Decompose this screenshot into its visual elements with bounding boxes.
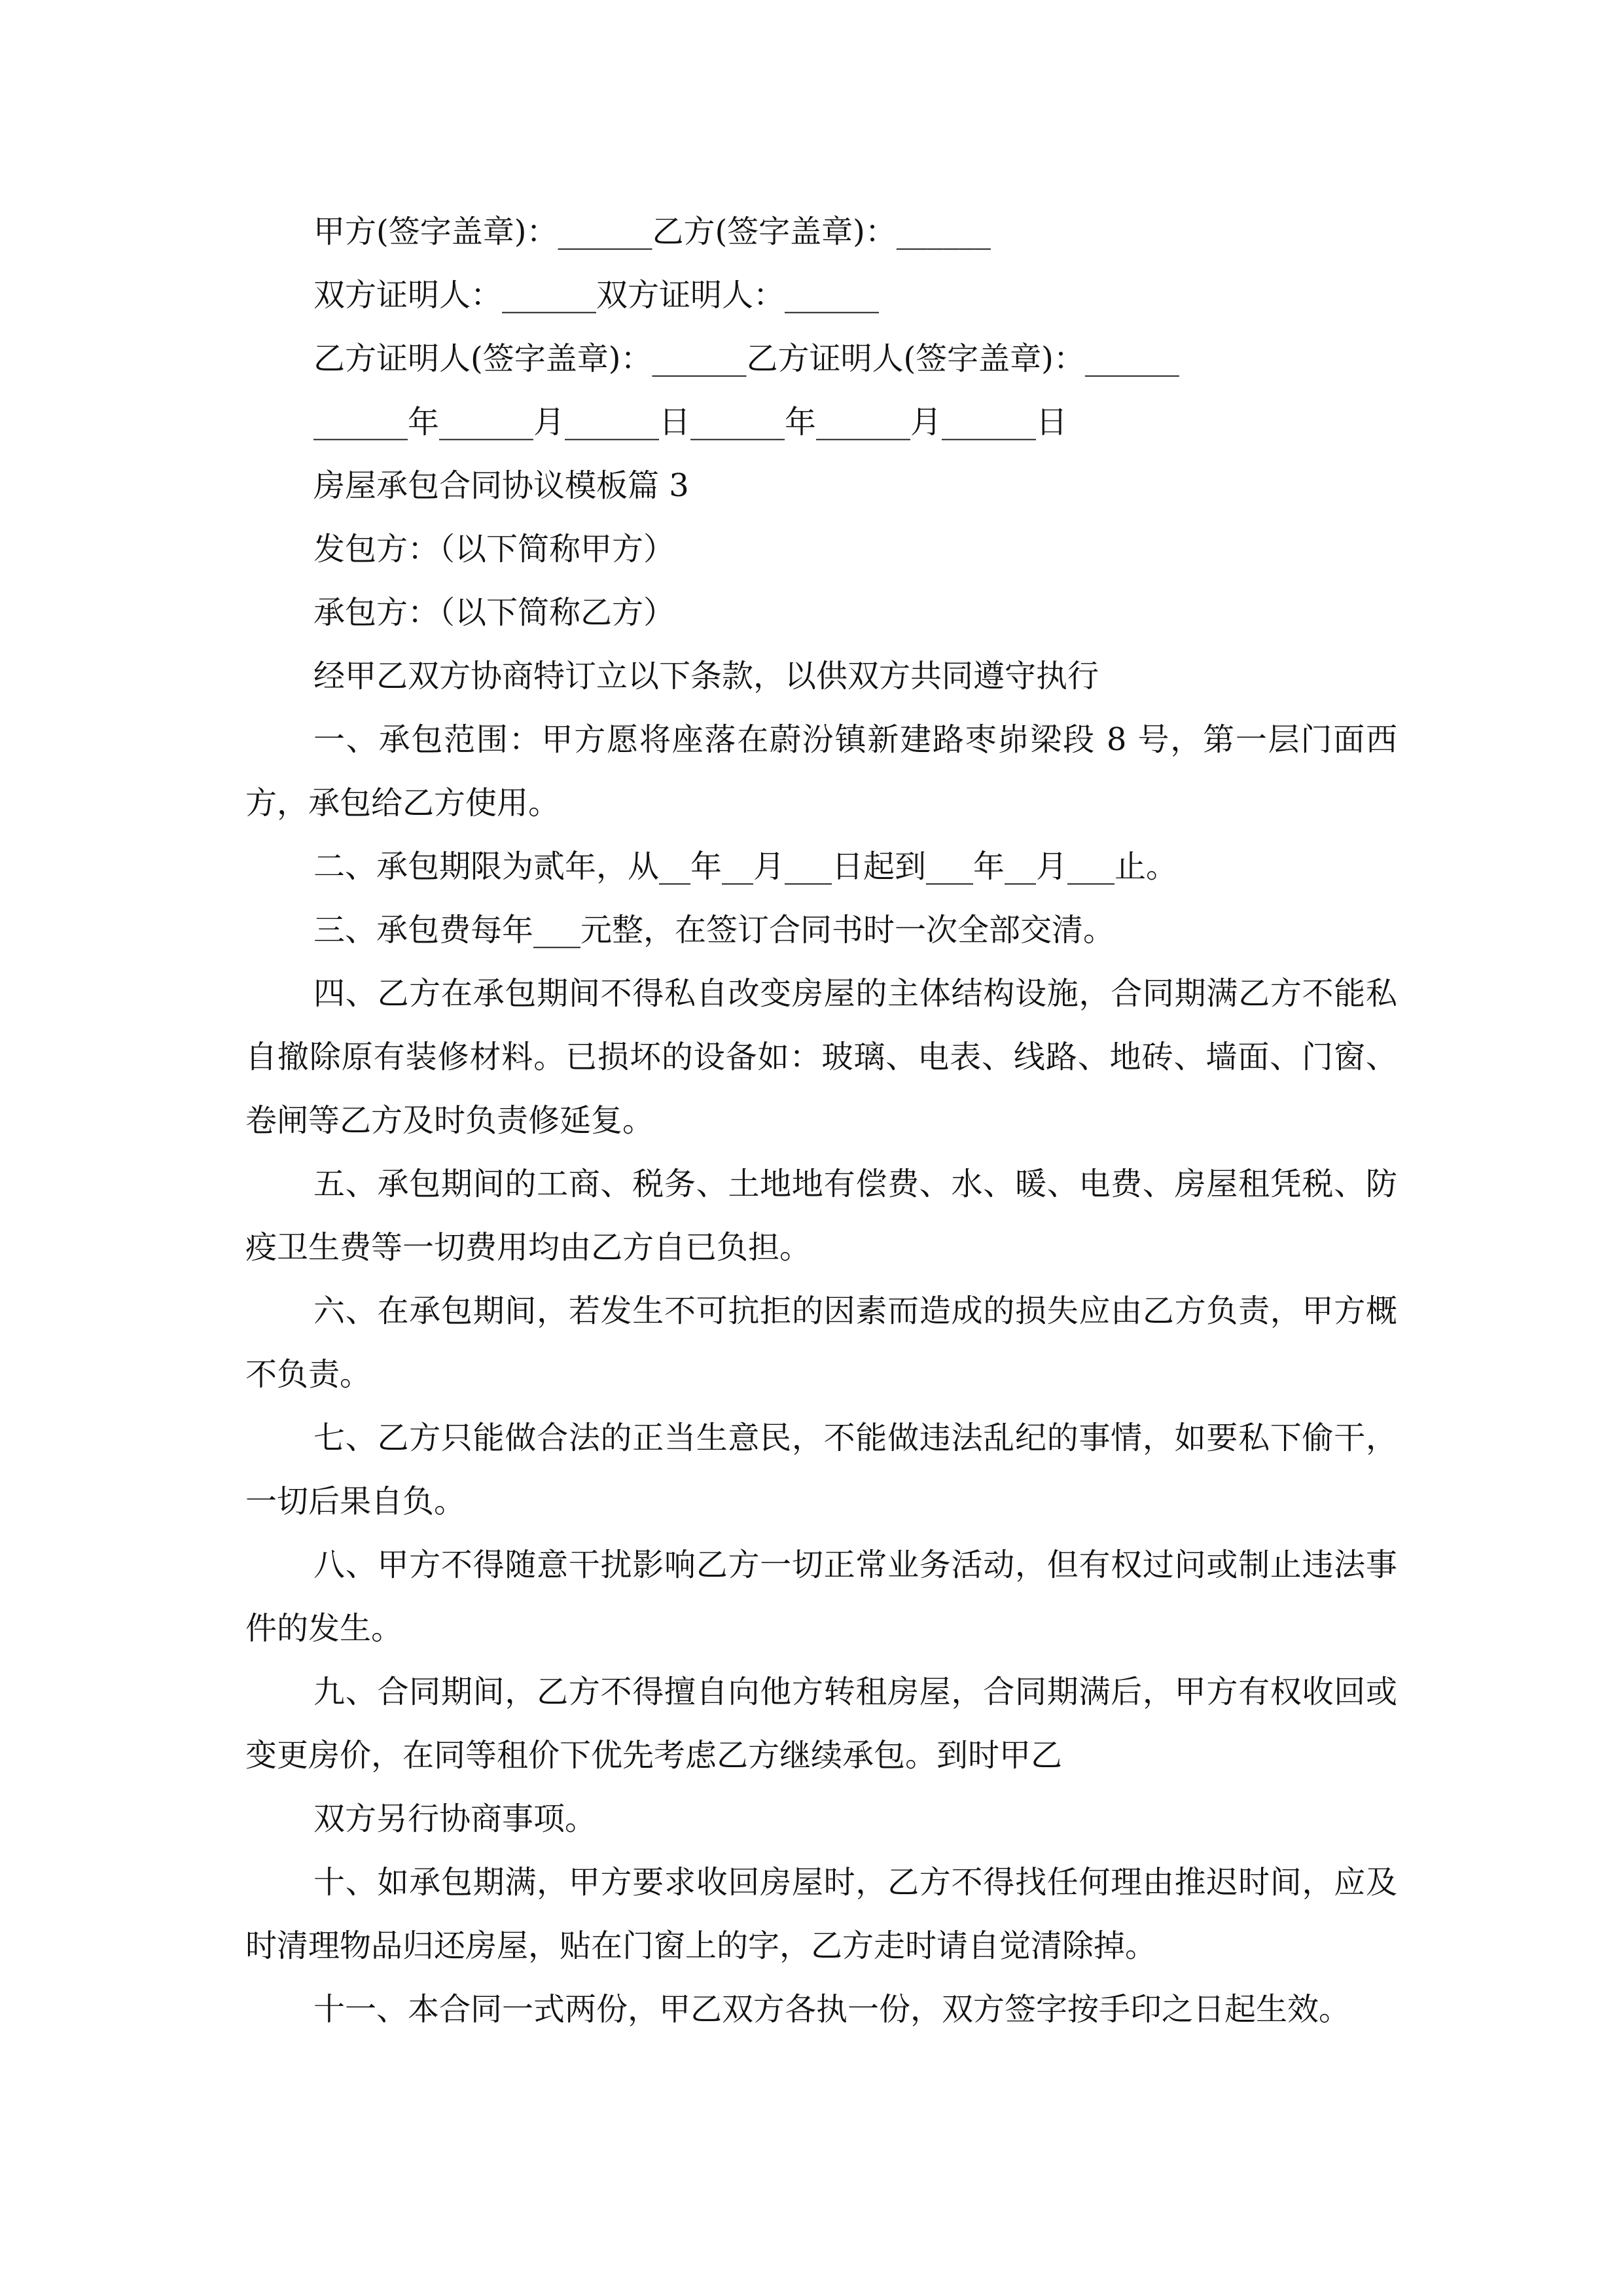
party-b: 承包方：（以下简称乙方） xyxy=(313,594,675,631)
clause-4: 四、乙方在承包期间不得私自改变房屋的主体结构设施，合同期满乙方不能私自撤除原有装修材料。已损坏的设备如：玻璃、电表、线路、地砖、墙面、门窗、卷闸等乙方及时负责修延复。 xyxy=(245,975,1397,1139)
clause-3: 三、承包费每年___元整，在签订合同书时一次全部交清。 xyxy=(313,912,1115,948)
party-a: 发包方：（以下简称甲方） xyxy=(313,531,675,567)
signature-line-witnesses: 双方证明人：______双方证明人：______ xyxy=(313,277,880,314)
clause-2: 二、承包期限为贰年，从__年__月___日起到___年__月___止。 xyxy=(313,848,1178,885)
section-title: 房屋承包合同协议模板篇 3 xyxy=(313,467,689,504)
clause-9: 九、合同期间，乙方不得擅自向他方转租房屋，合同期满后，甲方有权收回或变更房价，在同等租价下优先考虑乙方继续承包。到时甲乙 xyxy=(245,1674,1397,1774)
clause-8: 八、甲方不得随意干扰影响乙方一切正常业务活动，但有权过问或制止违法事件的发生。 xyxy=(245,1547,1397,1647)
clause-1: 一、承包范围：甲方愿将座落在蔚汾镇新建路枣峁梁段 8 号，第一层门面西方，承包给乙方使用。 xyxy=(245,721,1397,821)
clause-9-continued: 双方另行协商事项。 xyxy=(313,1801,597,1837)
clause-11: 十一、本合同一式两份，甲乙双方各执一份，双方签字按手印之日起生效。 xyxy=(313,1991,1351,2028)
intro-text: 经甲乙双方协商特订立以下条款，以供双方共同遵守执行 xyxy=(313,658,1099,694)
clause-7: 七、乙方只能做合法的正当生意民，不能做违法乱纪的事情，如要私下偷干，一切后果自负。 xyxy=(245,1420,1397,1520)
clause-6: 六、在承包期间，若发生不可抗拒的因素而造成的损失应由乙方负责，甲方概不负责。 xyxy=(245,1293,1397,1393)
clause-10: 十、如承包期满，甲方要求收回房屋时，乙方不得找任何理由推迟时间，应及时清理物品归还房屋，贴在门窗上的字，乙方走时请自觉清除掉。 xyxy=(245,1864,1397,1964)
clause-5: 五、承包期间的工商、税务、土地地有偿费、水、暖、电费、房屋租凭税、防疫卫生费等一切费用均由乙方自已负担。 xyxy=(245,1166,1397,1266)
signature-line-b-witnesses: 乙方证明人(签字盖章)：______乙方证明人(签字盖章)：______ xyxy=(313,340,1179,377)
document-body xyxy=(245,200,1397,2041)
signature-line-dates: ______年______月______日______年______月______日 xyxy=(313,404,1068,440)
signature-line-parties: 甲方(签字盖章)：______乙方(签字盖章)：______ xyxy=(313,213,991,250)
